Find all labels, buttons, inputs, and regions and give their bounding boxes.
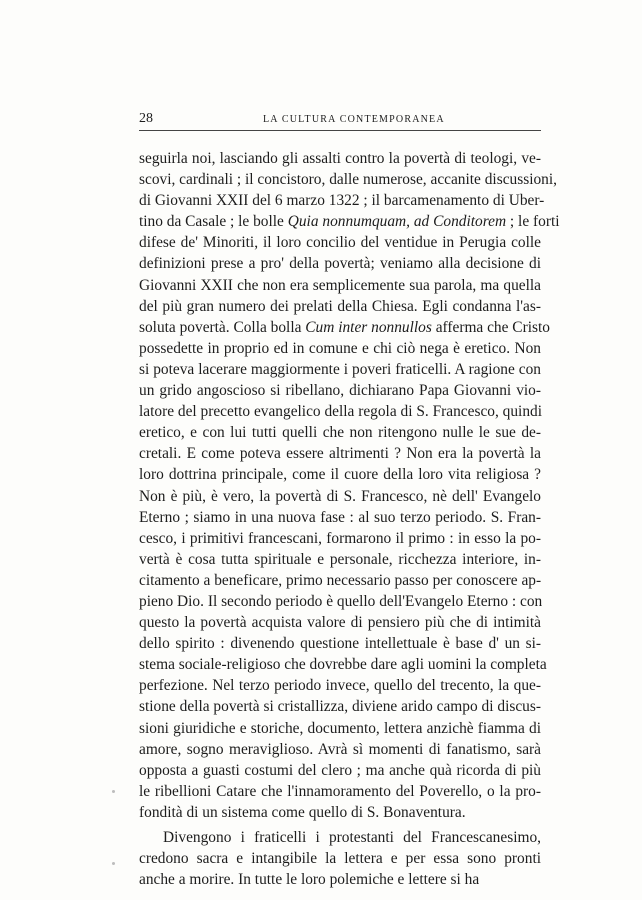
text-line (139, 464, 541, 485)
text-line (139, 869, 541, 890)
text-line (139, 718, 541, 739)
line-text: Divengono i fraticelli i protestanti del Francescanesimo, (163, 829, 541, 846)
margin-speck (112, 790, 115, 793)
text-line (139, 317, 550, 338)
text-line (139, 827, 541, 848)
text-line (139, 359, 541, 380)
text-line (139, 380, 541, 401)
text-line (139, 253, 541, 274)
paragraph (139, 148, 560, 823)
text-line (139, 739, 541, 760)
line-text: tino da Casale ; le bolle (139, 213, 288, 231)
line-text: scovi, cardinali ; il concistoro, dalle numerose, accanite discussioni, (139, 171, 557, 189)
text-line (139, 507, 541, 528)
line-text: definizioni prese a pro' della povertà; veniamo alla decisione di (139, 255, 541, 273)
line-text: latore del precetto evangelico della regola di S. Francesco, quindi (139, 403, 542, 421)
text-line (139, 675, 541, 696)
margin-speck (112, 862, 115, 865)
text-line (139, 443, 541, 464)
line-text: cesco, i primitivi francescani, formarono il primo : in esso la po- (139, 529, 541, 547)
line-text: eretico, e con lui tutti quelli che non ritengono nulle le sue de- (139, 424, 541, 442)
line-text: Non è più, è vero, la povertà di S. Francesco, nè dell' Evangelo (139, 487, 541, 505)
line-text: pieno Dio. Il secondo periodo è quello dell'Evangelo Eterno : con (139, 592, 543, 610)
text-line (139, 338, 541, 359)
text-line (139, 570, 541, 591)
line-text: dello spirito : divenendo questione intellettuale è base d' un si- (139, 635, 541, 653)
text-line (139, 612, 541, 633)
italic-title: Quia nonnumquam, ad Conditorem (287, 213, 507, 231)
line-text: Giovanni XXII che non era semplicemente sua parola, ma quella (139, 276, 541, 294)
line-text: amore, sogno meraviglioso. Avrà sì momenti di fanatismo, sarà (139, 740, 541, 758)
line-text: anche a morire. In tutte le loro polemiche e lettere si ha (139, 871, 480, 889)
line-text: Eterno ; siamo in una nuova fase : al suo terzo periodo. S. Fran- (139, 508, 541, 526)
line-text: stione della povertà si cristallizza, diviene arido campo di discus- (139, 698, 541, 716)
header-rule (139, 130, 541, 131)
paragraph (139, 827, 541, 890)
line-text: sioni giuridiche e storiche, documento, lettera anzichè fiamma di (139, 719, 541, 737)
line-text: difese de' Minoriti, il loro concilio del ventidue in Perugia colle (139, 234, 541, 252)
page-header (139, 110, 541, 132)
line-text: del più gran numero dei prelati della Chiesa. Egli condanna l'as- (139, 297, 541, 315)
text-line (139, 633, 541, 654)
line-text: un grido angoscioso si ribellano, dichiarano Papa Giovanni vio- (139, 382, 541, 400)
text-line (139, 654, 547, 675)
text-line (139, 275, 541, 296)
page-number: 28 (139, 111, 153, 126)
line-text: loro dottrina principale, come il cuore della loro vita religiosa ? (139, 466, 541, 484)
text-line (139, 190, 545, 211)
line-text: afferma che Cristo (431, 318, 550, 336)
text-line (139, 211, 560, 232)
line-text: perfezione. Nel terzo periodo invece, quello del trecento, la que- (139, 677, 541, 695)
line-text: stema sociale-religioso che dovrebbe dare agli uomini la completa (139, 656, 547, 674)
text-line (139, 760, 541, 781)
text-line (139, 781, 541, 802)
text-line (139, 422, 541, 443)
text-line (139, 591, 541, 612)
line-text: fondità di un sistema come quello di S. Bonaventura. (139, 803, 466, 821)
text-line (139, 296, 541, 317)
text-line (139, 802, 541, 823)
text-line (139, 848, 541, 869)
line-text: opposta a guasti costumi del clero ; ma anche quà ricorda di più (139, 761, 541, 779)
line-text: di Giovanni XXII del 6 marzo 1322 ; il barcamenamento di Uber- (139, 192, 545, 210)
line-text: si poteva lacerare maggiormente i poveri fraticelli. A ragione con (139, 360, 541, 378)
line-text: le ribellioni Catare che l'innamoramento del Poverello, o la pro- (139, 782, 541, 800)
line-text: questo la povertà acquista valore di pensiero più che di intimità (139, 614, 541, 632)
line-text: possedette in proprio ed in comune e chi ciò nega è eretico. Non (139, 339, 541, 357)
line-text: soluta povertà. Colla bolla (139, 318, 306, 336)
line-text: citamento a beneficare, primo necessario passo per conoscere ap- (139, 571, 542, 589)
text-line (139, 528, 541, 549)
text-line (139, 486, 541, 507)
running-head: LA CULTURA CONTEMPORANEA (263, 114, 445, 125)
text-line (139, 169, 557, 190)
text-line (139, 401, 541, 422)
body-text (139, 148, 560, 890)
text-line (139, 232, 541, 253)
text-line (139, 696, 541, 717)
line-text: credono sacra e intangibile la lettera e per essa sono pronti (139, 850, 541, 868)
line-text: vertà è cosa tutta spirituale e personale, ricchezza interiore, in- (139, 550, 541, 568)
line-text: cretali. E come poteva essere altrimenti ? Non era la povertà la (139, 445, 541, 463)
line-text: seguirla noi, lasciando gli assalti contro la povertà di teologi, ve- (139, 150, 541, 167)
text-line (139, 549, 541, 570)
italic-title: Cum inter nonnullos (305, 318, 432, 336)
line-text: ; le forti (506, 213, 560, 231)
text-line (139, 148, 541, 169)
